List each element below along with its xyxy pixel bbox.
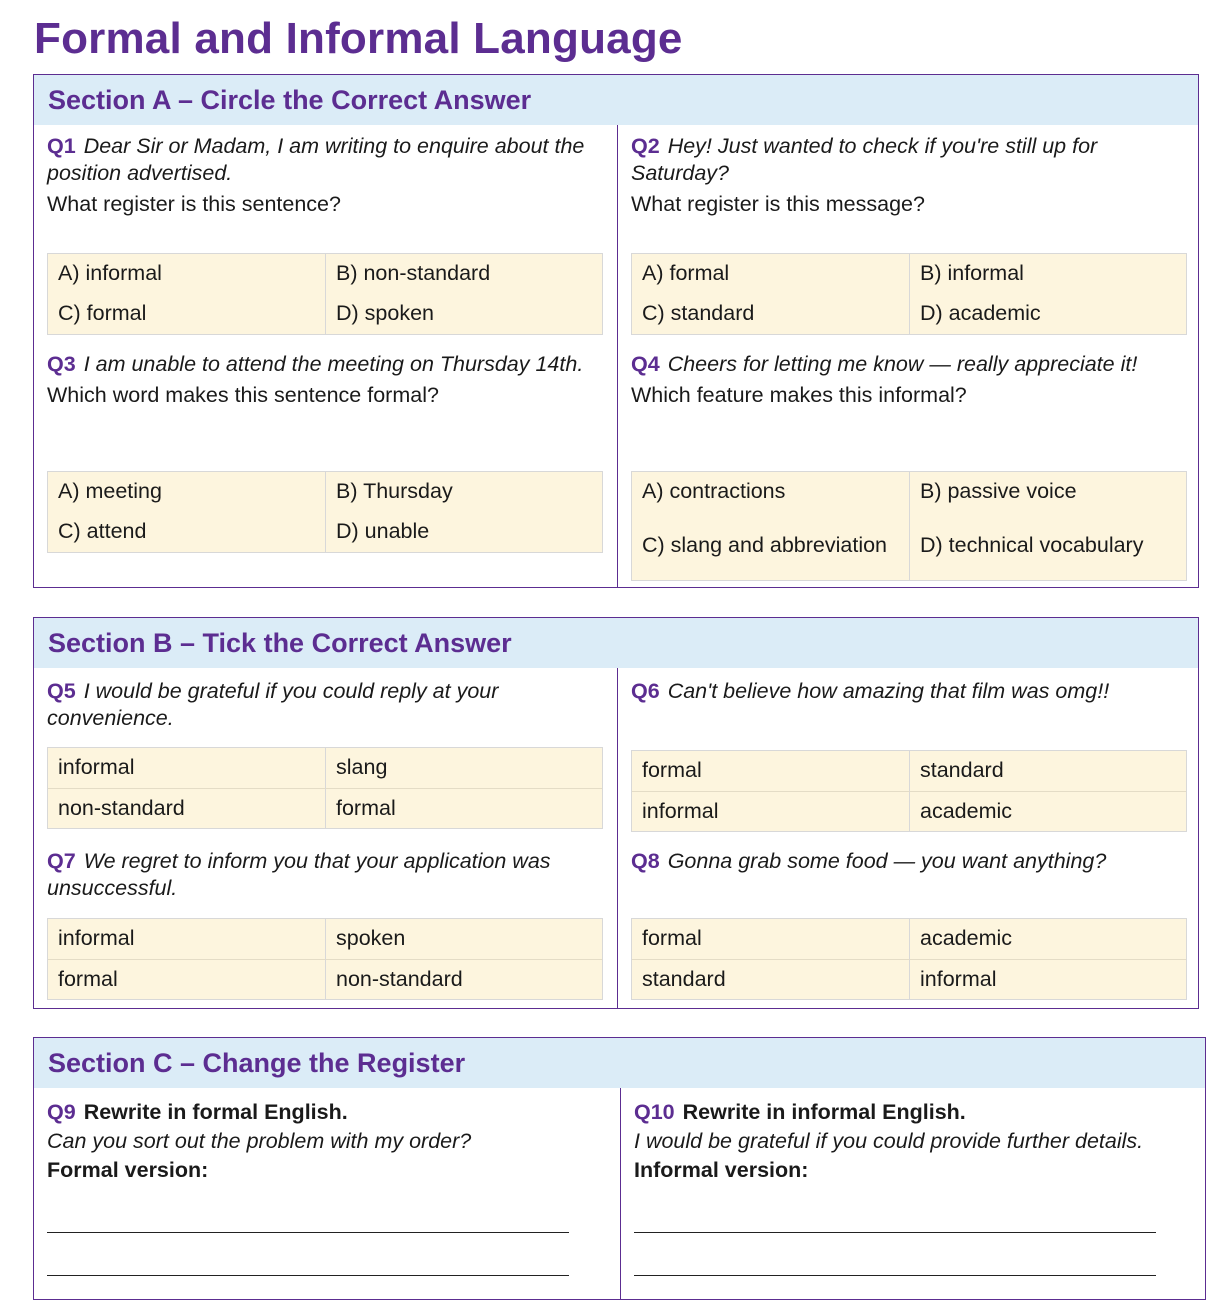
question-q1 — [47, 133, 607, 218]
answer-line[interactable] — [634, 1232, 1156, 1233]
column-divider — [620, 1088, 621, 1299]
question-prompt: What register is this sentence? — [47, 192, 341, 216]
section-b — [33, 617, 1199, 1009]
question-number: Q8 — [631, 849, 660, 873]
option[interactable]: D) technical vocabulary — [909, 526, 1186, 580]
question-number: Q3 — [47, 352, 76, 376]
option[interactable]: C) slang and abbreviation — [642, 533, 888, 557]
question-number: Q7 — [47, 849, 76, 873]
question-q3 — [47, 351, 607, 409]
options-q1 — [47, 253, 603, 335]
question-number: Q6 — [631, 679, 660, 703]
options-q8 — [631, 918, 1187, 1000]
option[interactable]: A) formal — [642, 261, 730, 285]
question-number: Q4 — [631, 352, 660, 376]
option[interactable]: informal — [48, 748, 325, 789]
page-title: Formal and Informal Language — [34, 14, 683, 63]
option[interactable]: spoken — [325, 919, 602, 960]
option[interactable]: formal — [632, 919, 909, 960]
options-q2 — [631, 253, 1187, 335]
question-text: I would be grateful if you could provide further details. — [634, 1129, 1144, 1153]
question-number: Q2 — [631, 134, 660, 158]
question-text: Hey! Just wanted to check if you're still up for Saturday? — [631, 134, 1098, 185]
section-b-heading: Section B – Tick the Correct Answer — [34, 618, 1198, 668]
question-prompt: What register is this message? — [631, 192, 925, 216]
question-q7 — [47, 848, 607, 902]
option[interactable]: formal — [58, 966, 118, 991]
option[interactable]: academic — [909, 919, 1186, 960]
section-c-heading: Section C – Change the Register — [34, 1038, 1205, 1088]
question-q4 — [631, 351, 1186, 409]
option[interactable]: informal — [48, 919, 325, 960]
question-text: We regret to inform you that your application was unsuccessful. — [47, 849, 551, 900]
answer-line[interactable] — [47, 1232, 569, 1233]
question-prompt: Which feature makes this informal? — [631, 383, 967, 407]
question-text: Dear Sir or Madam, I am writing to enquire about the position advertised. — [47, 134, 585, 185]
options-q4 — [631, 471, 1187, 581]
option[interactable]: C) standard — [642, 301, 755, 325]
question-q8 — [631, 848, 1186, 875]
answer-label: Informal version: — [634, 1158, 809, 1182]
options-q6 — [631, 750, 1187, 832]
option[interactable]: A) informal — [58, 261, 162, 285]
options-q3 — [47, 471, 603, 553]
column-divider — [617, 125, 618, 587]
answer-line[interactable] — [47, 1275, 569, 1276]
option[interactable]: formal — [632, 751, 909, 792]
question-number: Q10 — [634, 1100, 675, 1124]
option[interactable]: standard — [909, 751, 1186, 792]
answer-label: Formal version: — [47, 1158, 209, 1182]
options-q5 — [47, 747, 603, 829]
option[interactable]: informal — [909, 960, 1186, 1000]
option[interactable]: B) passive voice — [909, 472, 1186, 526]
option[interactable]: non-standard — [58, 795, 185, 820]
section-a-heading: Section A – Circle the Correct Answer — [34, 75, 1198, 125]
option[interactable]: C) formal — [58, 301, 147, 325]
question-text: Can't believe how amazing that film was omg!! — [667, 679, 1110, 703]
option[interactable]: non-standard — [325, 960, 602, 1000]
question-q9 — [47, 1098, 612, 1185]
question-text: Can you sort out the problem with my order? — [47, 1129, 472, 1153]
question-q5 — [47, 678, 607, 732]
option[interactable]: slang — [325, 748, 602, 789]
question-number: Q5 — [47, 679, 76, 703]
question-q10 — [634, 1098, 1199, 1185]
option[interactable]: informal — [642, 798, 719, 823]
answer-line[interactable] — [634, 1275, 1156, 1276]
options-q7 — [47, 918, 603, 1000]
option[interactable]: standard — [642, 966, 726, 991]
section-c — [33, 1037, 1206, 1300]
section-a — [33, 74, 1199, 588]
question-q6 — [631, 678, 1186, 705]
option[interactable]: formal — [325, 789, 602, 829]
question-text: I would be grateful if you could reply at your convenience. — [47, 679, 499, 730]
option[interactable]: C) attend — [58, 519, 147, 543]
option[interactable]: A) contractions — [642, 479, 786, 503]
question-instruction: Rewrite in formal English. — [83, 1100, 348, 1124]
question-number: Q9 — [47, 1100, 76, 1124]
option[interactable]: D) unable — [325, 512, 602, 552]
option[interactable]: B) non-standard — [325, 254, 602, 294]
question-text: Cheers for letting me know — really appreciate it! — [667, 352, 1138, 376]
question-text: Gonna grab some food — you want anything? — [667, 849, 1107, 873]
option[interactable]: B) Thursday — [325, 472, 602, 512]
option[interactable]: A) meeting — [58, 479, 162, 503]
column-divider — [617, 668, 618, 1008]
question-instruction: Rewrite in informal English. — [682, 1100, 966, 1124]
option[interactable]: B) informal — [909, 254, 1186, 294]
question-prompt: Which word makes this sentence formal? — [47, 383, 439, 407]
option[interactable]: D) academic — [909, 294, 1186, 334]
question-q2 — [631, 133, 1186, 218]
option[interactable]: D) spoken — [325, 294, 602, 334]
option[interactable]: academic — [909, 792, 1186, 832]
question-number: Q1 — [47, 134, 76, 158]
question-text: I am unable to attend the meeting on Thursday 14th. — [83, 352, 584, 376]
